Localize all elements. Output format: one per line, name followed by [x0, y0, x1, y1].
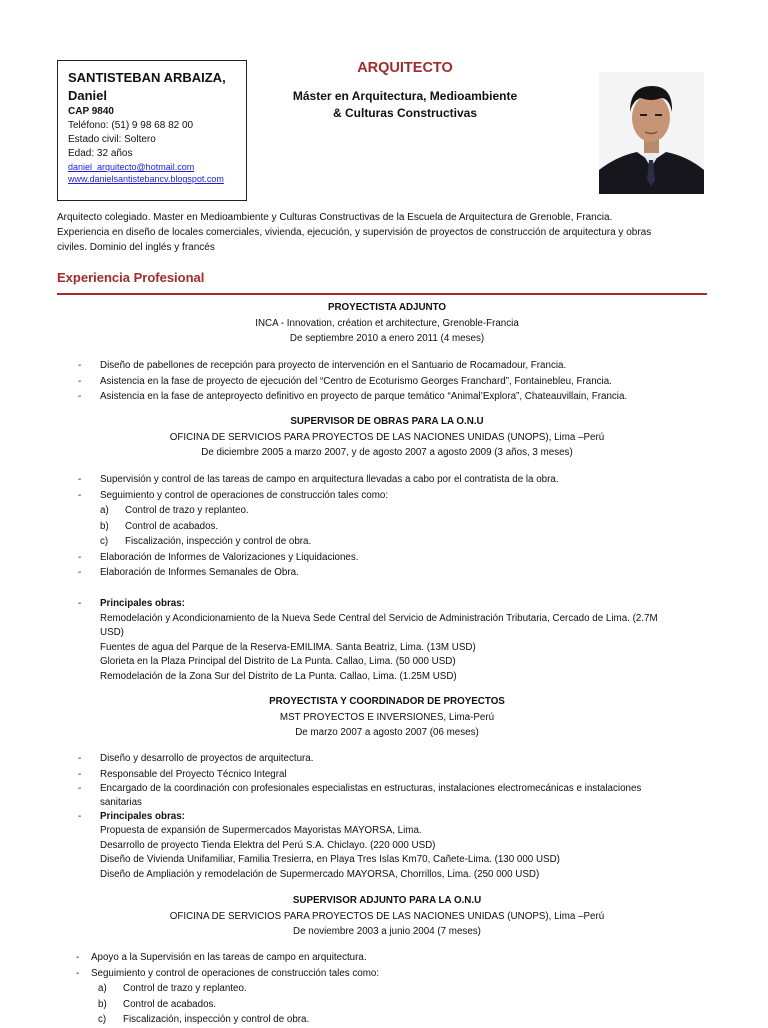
section-divider [57, 293, 707, 295]
list-item: - Elaboración de Informes de Valorizaciones y Liquidaciones. [78, 551, 359, 563]
list-item: - Encargado de la coordinación con profesionales especialistas en estructuras, instalaciones electromecánicas e instalaciones [78, 783, 642, 794]
profession-title: ARQUITECTO [357, 60, 453, 76]
works-list [78, 824, 718, 882]
list-item: - Diseño y desarrollo de proyectos de arquitectura. [78, 753, 314, 764]
job-role: PROYECTISTA ADJUNTO [327, 302, 447, 313]
list-item: - Diseño de pabellones de recepción para proyecto de intervención en el Santuario de Rocamadour, Francia. [78, 360, 567, 371]
list-item: - Apoyo a la Supervisión en las tareas de campo en arquitectura. [76, 952, 367, 963]
job-bullets [78, 472, 718, 581]
work-item: Remodelación de la Zona Sur del Distrito de La Punta. Callao, Lima. (1.25M USD) [100, 670, 457, 682]
work-item: USD) [100, 627, 124, 638]
list-item: - Seguimiento y control de operaciones de construcción tales como: [76, 967, 380, 979]
list-item: - Seguimiento y control de operaciones de construcción tales como: [78, 489, 389, 501]
job-header [57, 893, 717, 940]
work-item: Glorieta en la Plaza Principal del Distrito de La Punta. Callao, Lima. (50 000 USD) [100, 656, 456, 667]
job-bullets [76, 950, 716, 1028]
list-item: - Elaboración de Informes Semanales de Obra. [78, 567, 299, 578]
list-item: - Supervisión y control de las tareas de campo en arquitectura llevadas a cabo por el contratista de la obra. [78, 474, 559, 485]
name-line-2: Daniel [68, 88, 108, 103]
job-company: OFICINA DE SERVICIOS PARA PROYECTOS DE LAS NACIONES UNIDAS (UNOPS), Lima –Perú [169, 910, 605, 922]
work-item: Propuesta de expansión de Supermercados Mayoristas MAYORSA, Lima. [100, 825, 422, 836]
summary-line: Experiencia en diseño de locales comerciales, vivienda, ejecución, y supervisión de proyectos de construcción de arquitectura y obras [57, 226, 652, 238]
job-header [57, 414, 717, 461]
job-role: PROYECTISTA Y COORDINADOR DE PROYECTOS [269, 696, 505, 707]
summary-line: Arquitecto colegiado. Master en Medioambiente y Culturas Constructivas de la Escuela de Arquitectura de Grenoble, Francia. [57, 212, 613, 223]
list-item-continuation: sanitarias [100, 797, 142, 808]
job-header [57, 300, 717, 347]
job-company: OFICINA DE SERVICIOS PARA PROYECTOS DE LAS NACIONES UNIDAS (UNOPS), Lima –Perú [169, 431, 605, 443]
job-bullets [78, 751, 718, 882]
sub-item: b) Control de acabados. [98, 998, 217, 1010]
job-period: De diciembre 2005 a marzo 2007, y de agosto 2007 a agosto 2009 (3 años, 3 meses) [201, 447, 573, 458]
contact-box [57, 60, 247, 201]
summary [57, 211, 717, 255]
age: Edad: 32 años [68, 148, 133, 159]
profile-photo [599, 72, 704, 194]
email-link[interactable]: daniel_arquitecto@hotmail.com [68, 162, 195, 172]
sub-item: c) Fiscalización, inspección y control de obra. [100, 536, 312, 547]
job-header [57, 694, 717, 741]
job-bullets [78, 358, 718, 405]
work-item: Remodelación y Acondicionamiento de la Nueva Sede Central del Servicio de Administración Tributaria, Cercado de Lima. (2.7M [100, 612, 658, 624]
work-item: Diseño de Ampliación y remodelación de Supermercado MAYORSA, Chorrillos, Lima. (250 000 USD) [100, 868, 540, 880]
sub-item: a) Control de trazo y replanteo. [98, 983, 247, 994]
list-item: - Asistencia en la fase de proyecto de ejecución del “Centro de Ecoturismo Georges Franchard”, Fontainebleu, Francia. [78, 375, 612, 387]
phone: Teléfono: (51) 9 98 68 82 00 [68, 120, 194, 131]
works-block [78, 596, 718, 684]
work-item: Fuentes de agua del Parque de la Reserva-EMILIMA. Santa Beatriz, Lima. (13M USD) [100, 641, 476, 653]
work-item: Diseño de Vivienda Unifamiliar, Familia Tresierra, en Playa Tres Islas Km70, Cañete-Lima. (130 000 USD) [100, 854, 560, 865]
works-list [78, 612, 718, 685]
job-company: MST PROYECTOS E INVERSIONES, Lima-Perú [279, 711, 495, 723]
job-period: De septiembre 2010 a enero 2011 (4 meses) [289, 333, 485, 344]
job-role: SUPERVISOR ADJUNTO PARA LA O.N.U [292, 895, 482, 906]
list-item: - Principales obras: [78, 598, 185, 609]
name-line-1: SANTISTEBAN ARBAIZA, [68, 70, 226, 85]
sub-item: b) Control de acabados. [100, 520, 219, 532]
civil-status: Estado civil: Soltero [68, 134, 156, 145]
degree [260, 88, 550, 122]
summary-line: civiles. Dominio del inglés y francés [57, 241, 215, 253]
sub-item: a) Control de trazo y replanteo. [100, 505, 249, 516]
list-item: - Responsable del Proyecto Técnico Integral [78, 768, 287, 780]
degree-line-1: Máster en Arquitectura, Medioambiente [292, 89, 518, 103]
job-role: SUPERVISOR DE OBRAS PARA LA O.N.U [290, 416, 484, 427]
work-item: Desarrollo de proyecto Tienda Elektra del Perú S.A. Chiclayo. (220 000 USD) [100, 839, 436, 851]
job-company: INCA - Innovation, création et architecture, Grenoble-Francia [255, 317, 519, 329]
website-link[interactable]: www.danielsantistebancv.blogspot.com [68, 174, 224, 184]
section-title: Experiencia Profesional [57, 270, 205, 285]
job-period: De noviembre 2003 a junio 2004 (7 meses) [293, 926, 481, 937]
cap-number: CAP 9840 [68, 106, 114, 117]
list-item: - Principales obras: [78, 811, 185, 822]
list-item: - Asistencia en la fase de anteproyecto definitivo en proyecto de parque temático “Animal’Explora”, Chateauvillain, Francia. [78, 391, 628, 402]
degree-line-2: & Culturas Constructivas [332, 106, 478, 120]
sub-item: c) Fiscalización, inspección y control de obra. [98, 1014, 310, 1025]
job-period: De marzo 2007 a agosto 2007 (06 meses) [295, 727, 479, 738]
